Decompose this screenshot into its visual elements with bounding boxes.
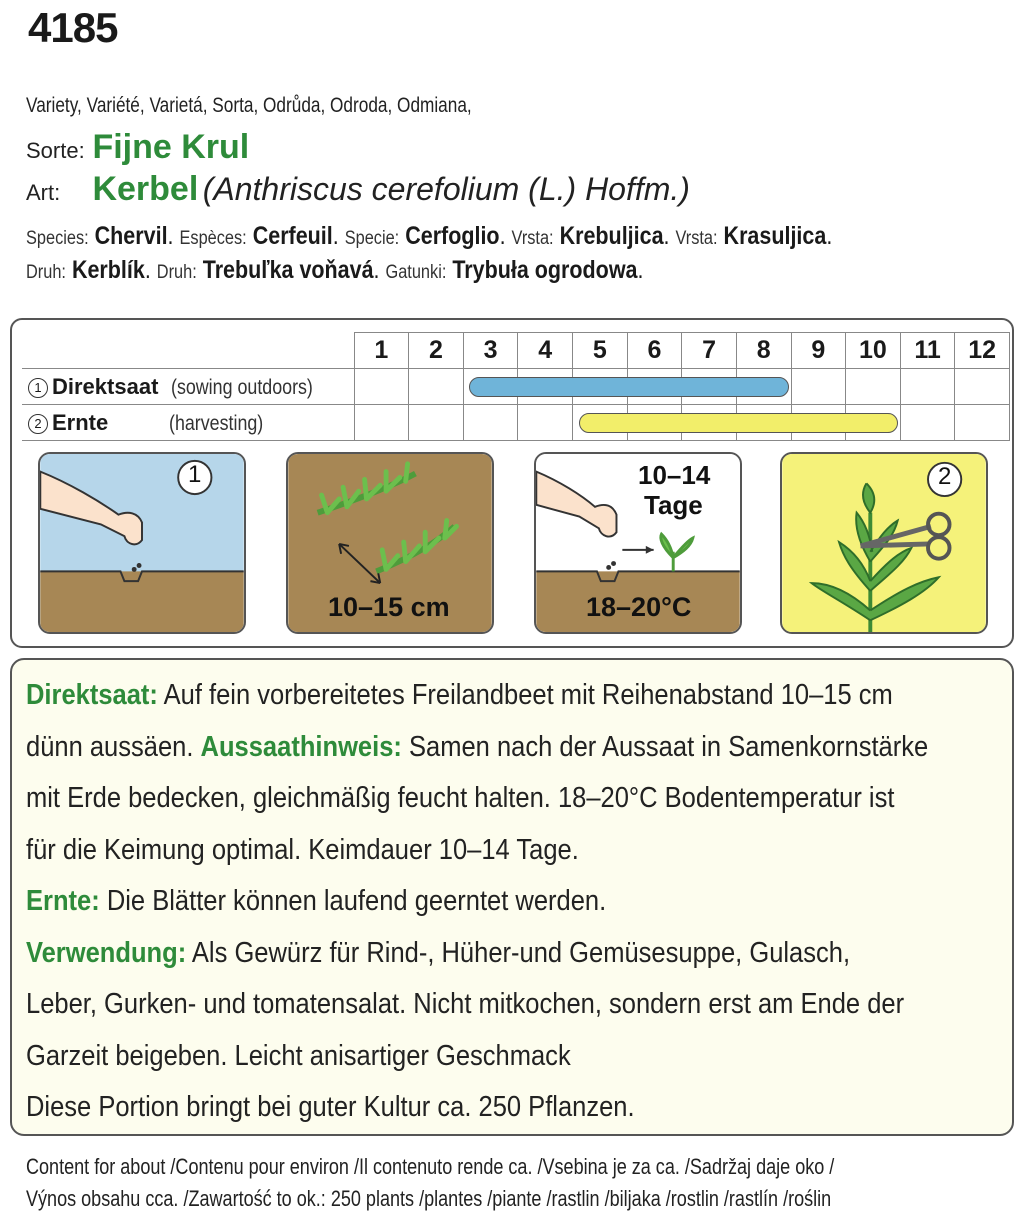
step-number: 2 [938, 463, 952, 490]
species-translations-line-1: Species: Chervil. Espèces: Cerfeuil. Specie: Cerfoglio. Vrsta: Krebuljica. Vrsta: Krasuljica. [26, 222, 833, 250]
species-value: Kerblík [71, 256, 145, 284]
species-value: Trybuła ogrodowa [452, 256, 638, 284]
species-value: Cerfeuil [252, 222, 333, 250]
step-number-icon: 1 [28, 378, 48, 398]
month-header: 6 [627, 333, 682, 369]
instruction-line: Verwendung: Als Gewürz für Rind-, Hüher-und Gemüsesuppe, Gulasch, [26, 936, 851, 969]
month-header: 10 [846, 333, 901, 369]
variety-line: Variety, Variété, Varietá, Sorta, Odrůda, Odroda, Odmiana, [26, 94, 472, 117]
content-amount-line-1: Content for about /Contenu pour environ /Il contenuto rende ca. /Vsebina je za ca. /Sadržaj daje oko / [26, 1154, 835, 1179]
growing-instructions [10, 658, 1014, 1136]
species-label: Vrsta: [675, 228, 718, 249]
product-code: 4185 [28, 4, 118, 51]
species-label: Druh: [156, 262, 197, 283]
instruction-line: Leber, Gurken- und tomatensalat. Nicht mitkochen, sondern erst am Ende der [26, 988, 905, 1020]
instruction-line: dünn aussäen. Aussaathinweis: Samen nach der Aussaat in Samenkornstärke [26, 730, 929, 763]
calendar-month-header [22, 333, 1010, 369]
month-header: 9 [791, 333, 846, 369]
species-value: Trebuľka voňavá [202, 256, 374, 284]
species-label: Espèces: [179, 228, 247, 249]
species-label: Species: [26, 228, 89, 249]
aussaat-heading: Aussaathinweis: [200, 730, 402, 763]
species-label: Gatunki: [385, 262, 447, 283]
month-header: 4 [518, 333, 573, 369]
row-label [22, 405, 354, 441]
species-value: Cerfoglio [405, 222, 500, 250]
species-label: Specie: [344, 228, 400, 249]
species-label: Druh: [26, 262, 66, 283]
sowing-hand-icon [40, 454, 244, 632]
row-title: Direktsaat [52, 373, 159, 399]
step-number: 1 [188, 461, 202, 488]
soil-temperature: 18–20°C [586, 592, 692, 622]
month-header: 7 [682, 333, 737, 369]
species-name-row [26, 170, 690, 209]
row-label [22, 369, 354, 405]
month-header: 12 [955, 333, 1010, 369]
ernte-heading: Ernte: [26, 885, 100, 917]
verwendung-heading: Verwendung: [26, 936, 187, 969]
month-header: 1 [354, 333, 409, 369]
sowing-period-bar [469, 377, 789, 397]
art-label: Art: [26, 180, 61, 205]
variety-name-row [26, 128, 249, 167]
species-value: Krasuljica [723, 222, 827, 250]
month-header: 3 [463, 333, 518, 369]
harvest-period-bar [579, 413, 899, 433]
germination-days: 10–14 [638, 460, 711, 490]
sorte-label: Sorte: [26, 138, 85, 163]
direktsaat-heading: Direktsaat: [26, 679, 158, 711]
month-header: 5 [573, 333, 628, 369]
step-number-icon: 2 [28, 414, 48, 434]
species-translations-line-2: Druh: Kerblík. Druh: Trebuľka voňavá. Gatunki: Trybuła ogrodowa. [26, 256, 644, 284]
month-header: 2 [409, 333, 464, 369]
content-amount-line-2: Výnos obsahu cca. /Zawartość to ok.: 250 plants /plantes /piante /rastlin /biljaka /rostlin /rastlín /roślin [26, 1186, 832, 1211]
step-spacing-tile [286, 452, 494, 634]
latin-name: (Anthriscus cerefolium (L.) Hoffm.) [202, 171, 690, 207]
germination-days-unit: Tage [644, 490, 703, 520]
calendar-corner [22, 333, 354, 369]
step-harvest-tile [780, 452, 988, 634]
instruction-line: Garzeit beigeben. Leicht anisartiger Geschmack [26, 1039, 571, 1072]
art-value: Kerbel [92, 170, 199, 208]
harvest-scissors-icon [782, 454, 986, 632]
row-spacing-label: 10–15 cm [328, 592, 450, 622]
instruction-line: mit Erde bedecken, gleichmäßig feucht halten. 18–20°C Bodentemperatur ist [26, 782, 895, 814]
step-germination-tile [534, 452, 742, 634]
step-sowing-tile [38, 452, 246, 634]
instruction-line: Ernte: Die Blätter können laufend geerntet werden. [26, 885, 607, 917]
species-value: Krebuljica [559, 222, 664, 250]
row-title: Ernte [52, 409, 109, 435]
month-header: 8 [736, 333, 791, 369]
instruction-line: Diese Portion bringt bei guter Kultur ca. 250 Pflanzen. [26, 1091, 635, 1123]
instruction-line: Direktsaat: Auf fein vorbereitetes Freilandbeet mit Reihenabstand 10–15 cm [26, 679, 893, 711]
row-subtitle: (sowing outdoors) [170, 375, 313, 399]
month-header: 11 [900, 333, 955, 369]
species-label: Vrsta: [511, 228, 554, 249]
sorte-value: Fijne Krul [92, 128, 250, 166]
instruction-line: für die Keimung optimal. Keimdauer 10–14 Tage. [26, 833, 579, 866]
species-value: Chervil [94, 222, 168, 250]
row-subtitle: (harvesting) [169, 411, 264, 435]
